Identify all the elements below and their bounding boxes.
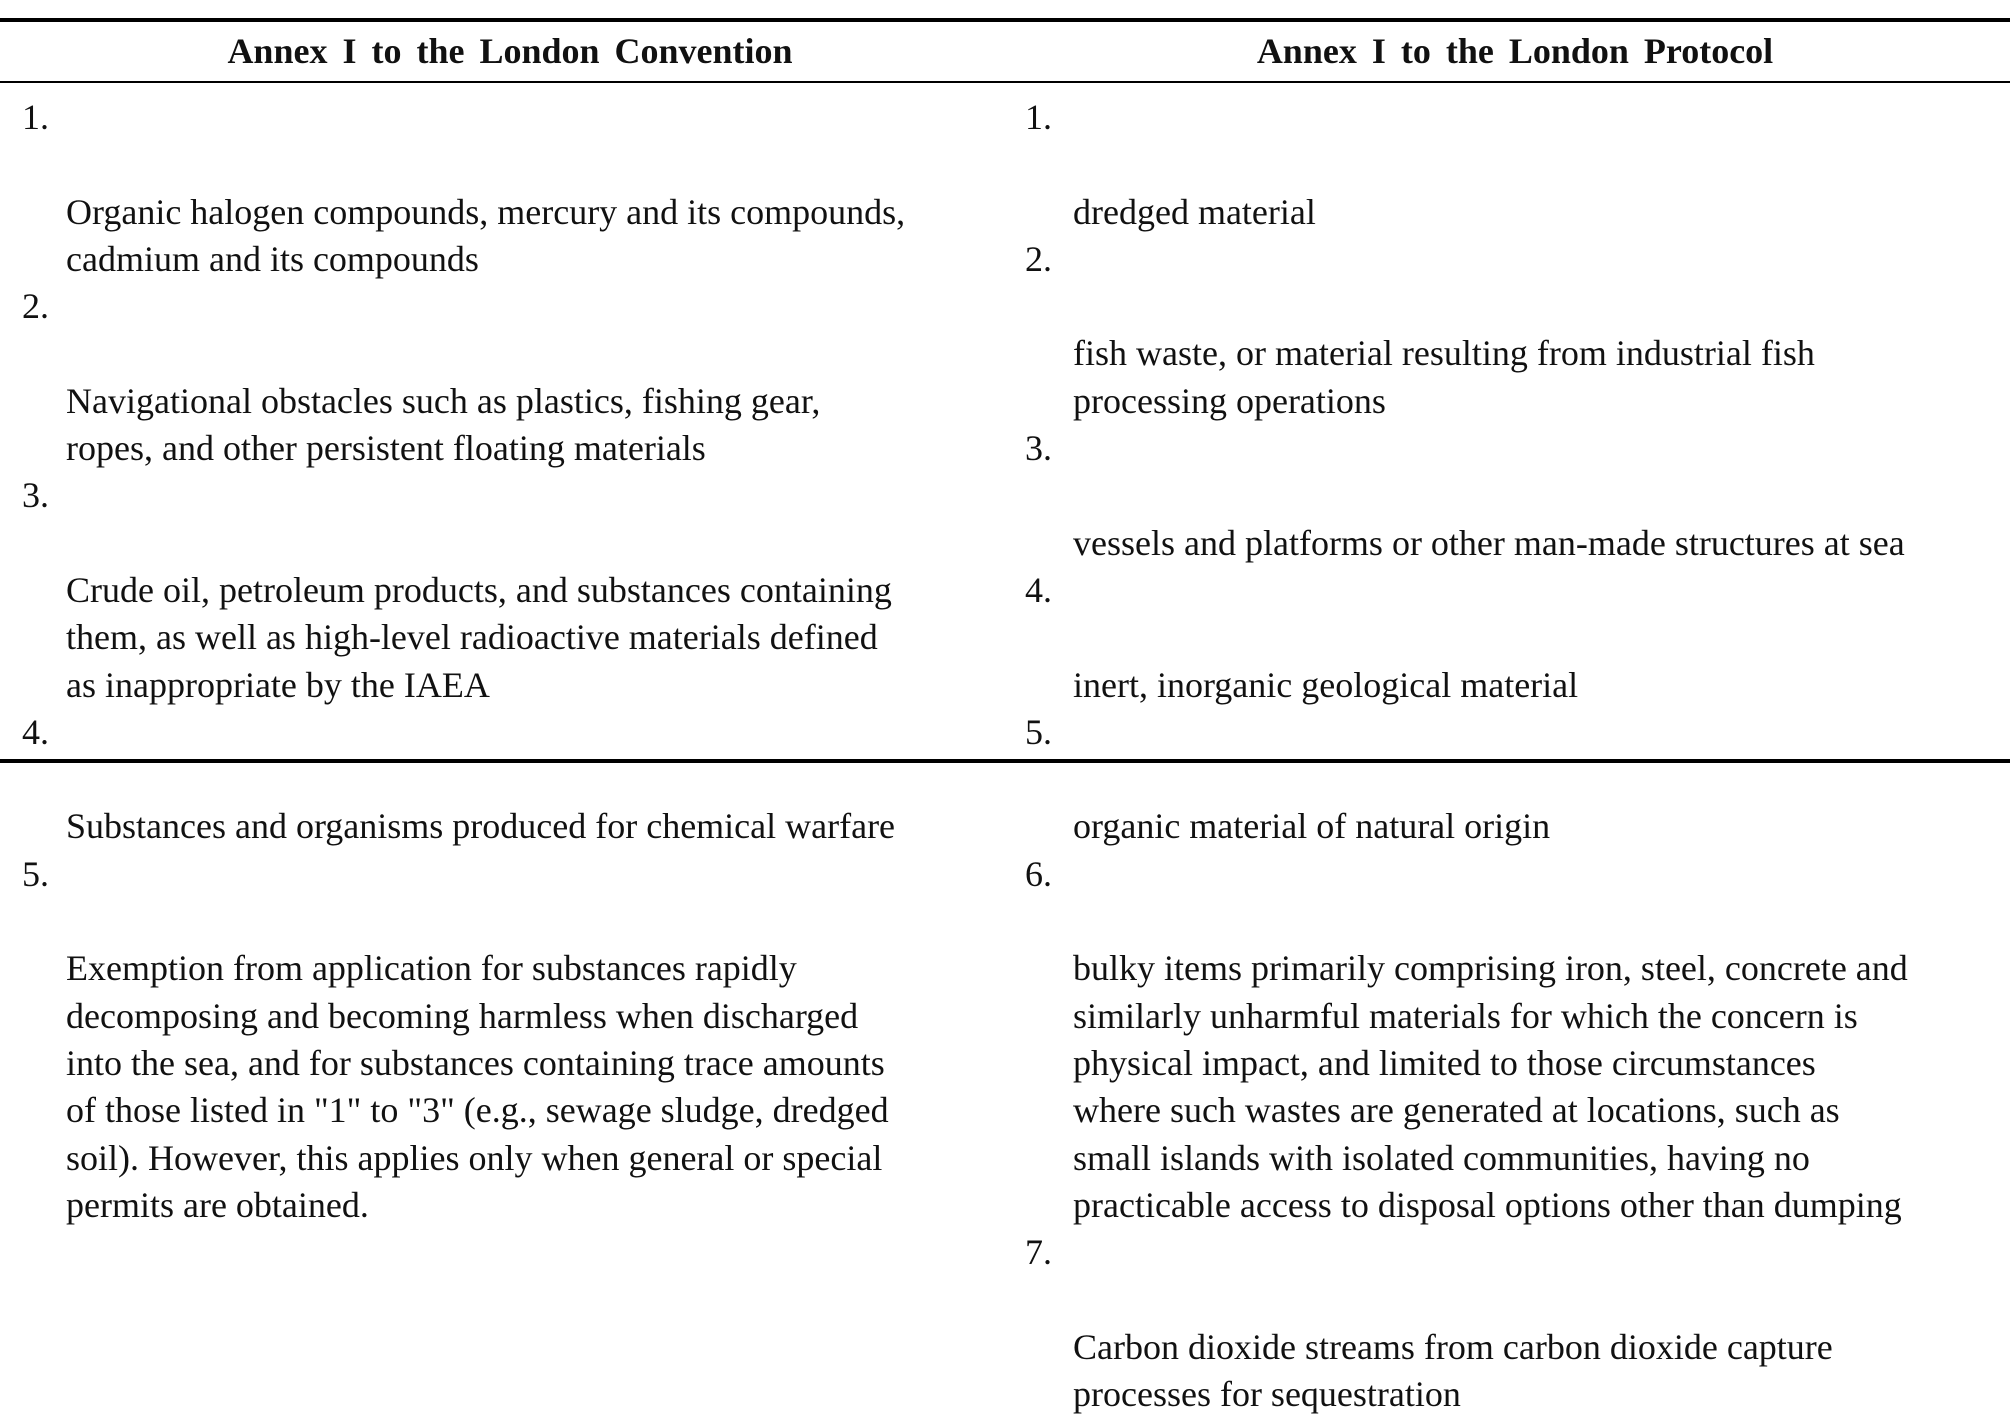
list-item [1025,236,2010,425]
convention-list [22,94,1017,1229]
column-header-protocol: Annex I to the London Protocol [1256,31,1774,71]
item-text: organic material of natural origin [1073,806,1551,847]
item-number: 6. [1025,853,1052,894]
item-number: 1. [22,97,49,137]
list-item [1025,1229,2010,1418]
item-number: 4. [1025,569,1052,610]
item-text: Organic halogen compounds, mercury and its compounds, cadmium and its compounds [66,191,906,279]
header-rule [0,81,2010,83]
item-text: fish waste, or material resulting from industrial fish processing operations [1073,333,1815,421]
list-item [22,94,1017,283]
list-item [1025,425,2010,567]
item-text: inert, inorganic geological material [1073,664,1579,705]
item-number: 3. [1025,428,1052,469]
list-item [22,851,1017,1229]
item-number: 5. [1025,711,1052,752]
item-text: Navigational obstacles such as plastics, fishing gear, ropes, and other persistent floating materials [66,380,821,469]
item-number: 4. [22,711,49,752]
item-number: 2. [22,286,49,327]
table-top-rule [0,18,2010,22]
column-header-convention: Annex I to the London Convention [227,31,793,71]
item-text: Substances and organisms produced for chemical warfare [66,806,896,847]
item-text: bulky items primarily comprising iron, steel, concrete and similarly unharmful materials for which the concern is physical impact, and limited to those circumstances where such wastes are generated at locations, such as small islands with isolated communities, having no practicable access to disposal options other than dumping [1073,948,1908,1225]
list-item [22,283,1017,472]
list-item [1025,94,2010,236]
item-number: 1. [1025,97,1052,137]
item-text: Crude oil, petroleum products, and substances containing them, as well as high-level radioactive materials defined as inappropriate by the IAEA [66,569,892,705]
annex-comparison-table [0,18,2010,1415]
item-text: dredged material [1073,191,1316,232]
item-number: 2. [1025,238,1052,279]
table-bottom-rule [0,759,2010,763]
item-number: 7. [1025,1232,1052,1273]
list-item [22,472,1017,708]
list-item [1025,567,2010,709]
list-item [1025,709,2010,851]
list-item [1025,851,2010,1229]
item-number: 5. [22,853,49,894]
item-text: vessels and platforms or other man-made structures at sea [1073,522,1905,563]
item-text: Exemption from application for substances rapidly decomposing and becoming harmless when discharged into the sea, and for substances containing trace amounts of those listed in "1" to "3" (e.g., sewage sludge, dredged soil). However, this applies only when general or special permits are obtained. [66,948,889,1225]
protocol-list [1025,94,2010,1418]
list-item [22,709,1017,851]
item-text: Carbon dioxide streams from carbon dioxide capture processes for sequestration [1073,1326,1833,1415]
item-number: 3. [22,475,49,516]
